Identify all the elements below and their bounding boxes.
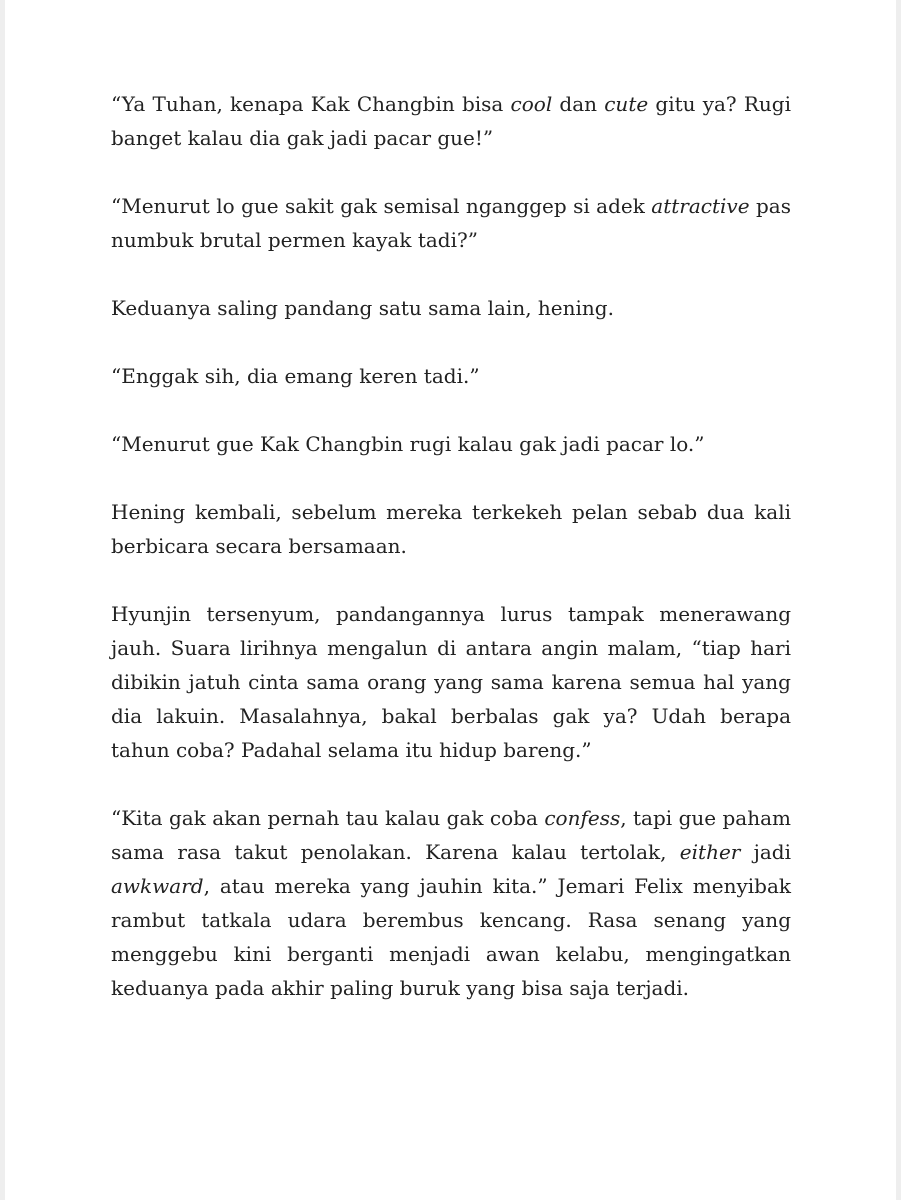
paragraph-text: pas numbuk brutal permen kayak tadi?” bbox=[111, 194, 791, 252]
paragraph-text: , tapi gue paham sama rasa takut penolakan. Karena kalau tertolak, bbox=[111, 806, 791, 864]
story-paragraph bbox=[111, 597, 791, 767]
story-paragraph bbox=[111, 427, 791, 461]
paragraph-text: “Kita gak akan pernah tau kalau gak coba bbox=[111, 806, 545, 830]
paragraph-text: “Enggak sih, dia emang keren tadi.” bbox=[111, 364, 480, 388]
paragraph-text: “Menurut lo gue sakit gak semisal nganggep si adek bbox=[111, 194, 652, 218]
paragraph-text: , atau mereka yang jauhin kita.” Jemari Felix menyibak rambut tatkala udara berembus kencang. Rasa senang yang menggebu kini berganti menjadi awan kelabu, mengingatkan keduanya pada akhir paling buruk yang bisa saja terjadi. bbox=[111, 874, 791, 1000]
paragraph-text: Keduanya saling pandang satu sama lain, hening. bbox=[111, 296, 614, 320]
story-paragraph bbox=[111, 189, 791, 257]
story-paragraph bbox=[111, 495, 791, 563]
story-page bbox=[111, 87, 791, 1039]
paragraph-text: “Menurut gue Kak Changbin rugi kalau gak jadi pacar lo.” bbox=[111, 432, 705, 456]
italic-text: attractive bbox=[651, 194, 750, 218]
page-edge-left bbox=[0, 0, 5, 1200]
paragraph-text: gitu ya? Rugi banget kalau dia gak jadi pacar gue!” bbox=[111, 92, 791, 150]
paragraph-text: dan bbox=[552, 92, 605, 116]
page-edge-right bbox=[896, 0, 901, 1200]
story-paragraph bbox=[111, 291, 791, 325]
italic-text: cool bbox=[510, 92, 553, 116]
paragraph-text: jadi bbox=[740, 840, 791, 864]
story-paragraph bbox=[111, 87, 791, 155]
story-paragraph bbox=[111, 801, 791, 1005]
italic-text: confess bbox=[544, 806, 621, 830]
paragraph-text: “Ya Tuhan, kenapa Kak Changbin bisa bbox=[111, 92, 511, 116]
italic-text: awkward bbox=[111, 874, 204, 898]
italic-text: cute bbox=[604, 92, 649, 116]
italic-text: either bbox=[679, 840, 741, 864]
paragraph-text: Hening kembali, sebelum mereka terkekeh pelan sebab dua kali berbicara secara bersamaan. bbox=[111, 500, 791, 558]
story-paragraph bbox=[111, 359, 791, 393]
paragraph-text: Hyunjin tersenyum, pandangannya lurus tampak menerawang jauh. Suara lirihnya mengalun di antara angin malam, “tiap hari dibikin jatuh cinta sama orang yang sama karena semua hal yang dia lakuin. Masalahnya, bakal berbalas gak ya? Udah berapa tahun coba? Padahal selama itu hidup bareng.” bbox=[111, 602, 791, 762]
